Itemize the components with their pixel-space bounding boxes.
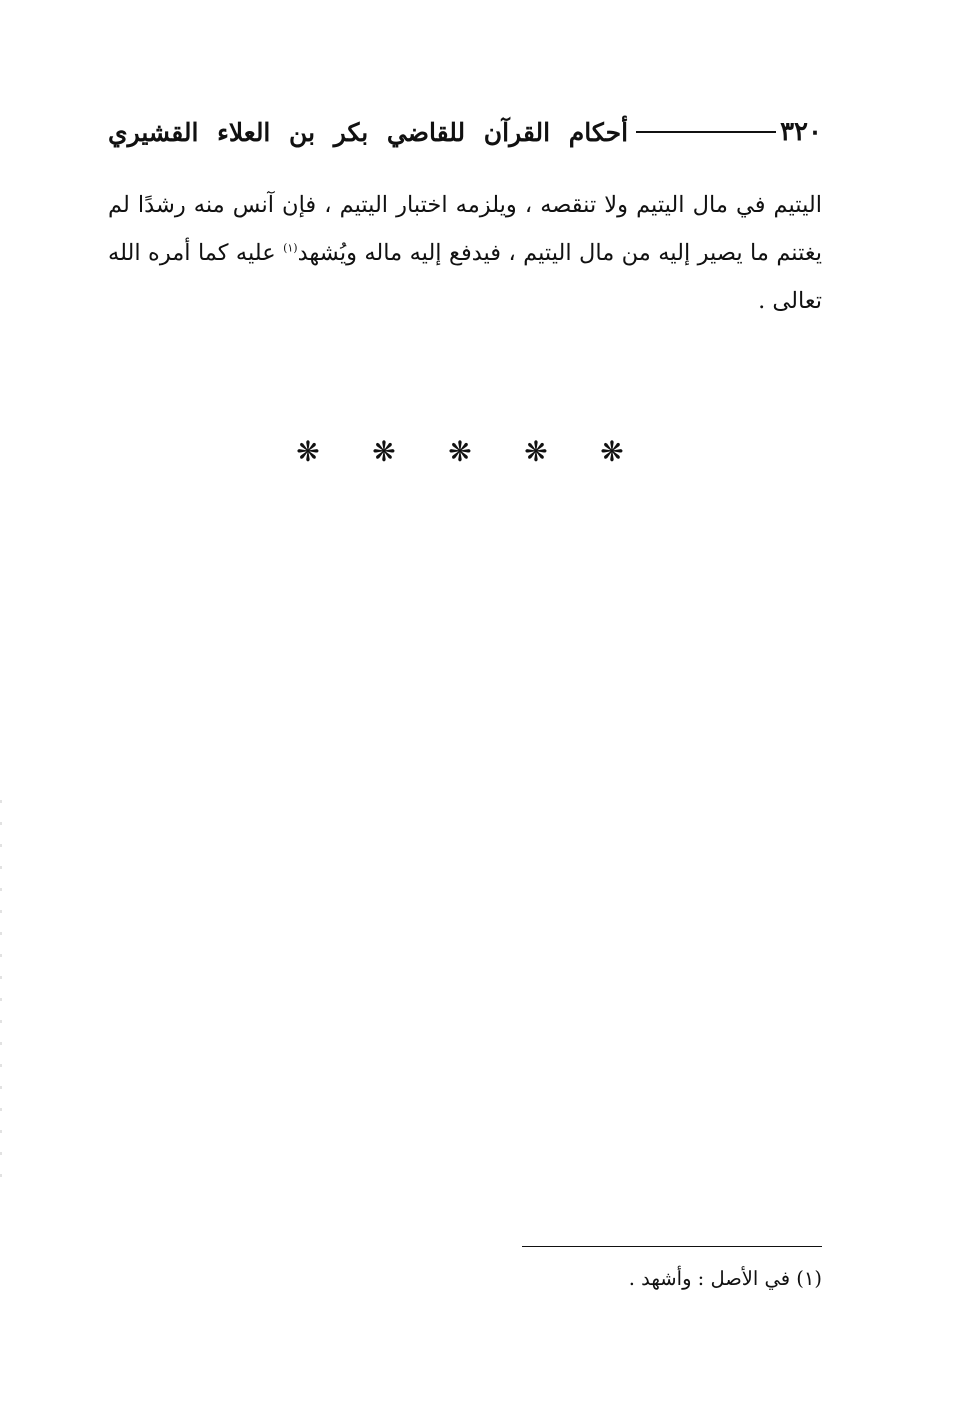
header-rule (636, 131, 776, 133)
footnote-reference[interactable]: (١) (283, 241, 298, 255)
body-line-3: تعالى . (758, 288, 822, 314)
body-paragraph (108, 181, 822, 325)
asterism-star-icon: ❋ (524, 435, 548, 468)
body-line-1: اليتيم في مال اليتيم ولا تنقصه ، ويلزمه اختبار اليتيم ، فإن آنس منه رشدًا لم (108, 192, 822, 218)
asterism-star-icon: ❋ (448, 435, 472, 468)
body-line-2 (108, 229, 822, 277)
asterism-star-icon: ❋ (372, 435, 396, 468)
footnote-separator (522, 1246, 822, 1247)
body-line-2-end: عليه كما أمره الله (108, 240, 284, 266)
footnote-1: (١) في الأصل : وأشهد . (628, 1267, 822, 1290)
section-break (290, 434, 630, 470)
running-header (108, 112, 822, 152)
body-line-2-start: يغتنم ما يصير إليه من مال اليتيم ، فيدفع إليه ماله ويُشهد (297, 240, 822, 266)
asterism-star-icon: ❋ (600, 435, 624, 468)
page-number: ٣٢٠ (780, 117, 822, 147)
asterism-star-icon: ❋ (296, 435, 320, 468)
scan-edge-specks (0, 800, 2, 1180)
running-title: أحكام القرآن للقاضي بكر بن العلاء القشيري (108, 117, 629, 147)
